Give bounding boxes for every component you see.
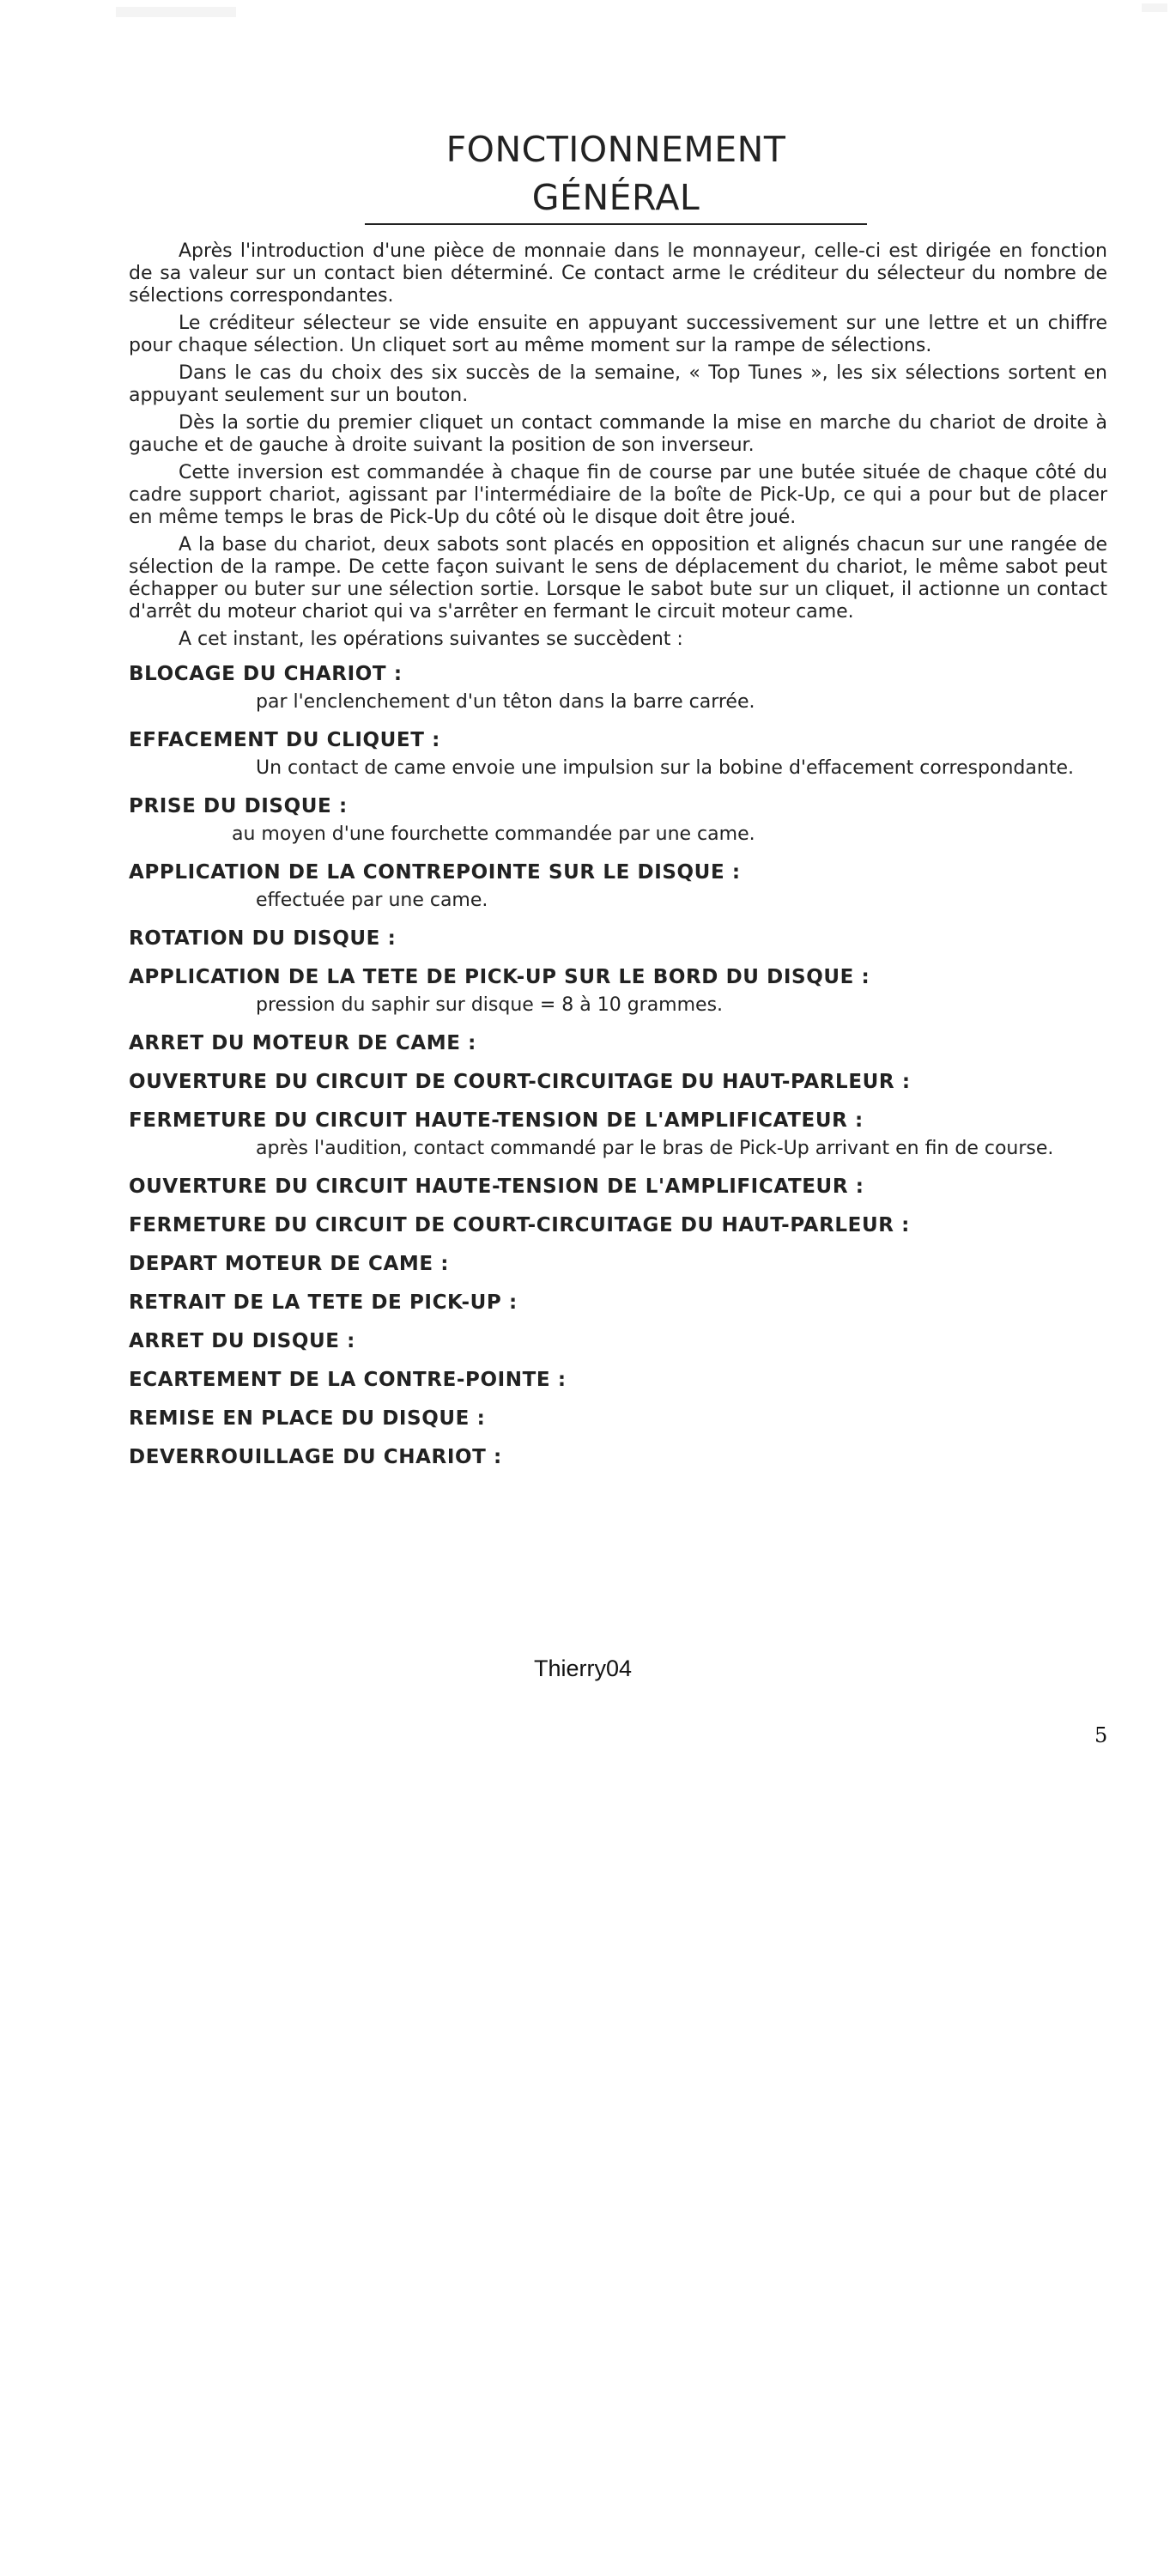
step-item [129,927,1107,951]
step-item [129,1407,1107,1431]
step-heading: APPLICATION DE LA CONTREPOINTE SUR LE DISQUE : [129,861,741,884]
step-item [129,1176,1107,1199]
step-heading: BLOCAGE DU CHARIOT : [129,663,403,685]
step-item [129,1253,1107,1276]
step-item [129,1291,1107,1315]
page-number: 5 [1094,1723,1108,1747]
paragraph: Dès la sortie du premier cliquet un contact commande la mise en marche du chariot de droite à gauche et de gauche à droite suivant la position de son inverseur. [129,412,1107,456]
step-description: Un contact de came envoie une impulsion sur la bobine d'effacement correspondante. [256,757,1074,779]
step-heading: DEVERROUILLAGE DU CHARIOT : [129,1446,502,1468]
step-description: effectuée par une came. [256,890,488,911]
step-heading: EFFACEMENT DU CLIQUET : [129,729,440,751]
operation-steps-list [129,663,1107,1469]
step-heading: ROTATION DU DISQUE : [129,927,397,950]
paragraph: Dans le cas du choix des six succès de la semaine, « Top Tunes », les six sélections sortent en appuyant seulement sur un bouton. [129,362,1107,406]
step-description: par l'enclenchement d'un têton dans la barre carrée. [256,691,755,713]
step-item [129,966,1107,1017]
step-heading: ECARTEMENT DE LA CONTRE-POINTE : [129,1369,567,1391]
step-heading: ARRET DU DISQUE : [129,1330,355,1352]
footer-credit: Thierry04 [534,1656,633,1681]
scan-artifact [1142,3,1167,12]
step-heading: OUVERTURE DU CIRCUIT HAUTE-TENSION DE L'AMPLIFICATEUR : [129,1176,864,1198]
step-description: après l'audition, contact commandé par le bras de Pick-Up arrivant en fin de course. [256,1138,1054,1159]
step-heading: FERMETURE DU CIRCUIT HAUTE-TENSION DE L'AMPLIFICATEUR : [129,1109,864,1132]
step-description: pression du saphir sur disque = 8 à 10 grammes. [256,994,724,1016]
step-heading: FERMETURE DU CIRCUIT DE COURT-CIRCUITAGE DU HAUT-PARLEUR : [129,1214,910,1236]
document-body [129,240,1107,1485]
step-item [129,1214,1107,1237]
step-heading: OUVERTURE DU CIRCUIT DE COURT-CIRCUITAGE DU HAUT-PARLEUR : [129,1071,911,1093]
step-item [129,1109,1107,1160]
paragraph: Le créditeur sélecteur se vide ensuite en appuyant successivement sur une lettre et un chiffre pour chaque sélection. Un cliquet sort au même moment sur la rampe de sélections. [129,313,1107,356]
step-heading: ARRET DU MOTEUR DE CAME : [129,1032,476,1054]
paragraph-intro-steps: A cet instant, les opérations suivantes se succèdent : [179,629,683,650]
step-item [129,1071,1107,1094]
step-heading: APPLICATION DE LA TETE DE PICK-UP SUR LE BORD DU DISQUE : [129,966,870,988]
step-item [129,795,1107,846]
step-heading: PRISE DU DISQUE : [129,795,348,817]
paragraph: Après l'introduction d'une pièce de monnaie dans le monnayeur, celle-ci est dirigée en fonction de sa valeur sur un contact bien déterminé. Ce contact arme le créditeur du sélecteur du nombre de sélections correspondantes. [129,240,1107,307]
step-item [129,1369,1107,1392]
step-heading: REMISE EN PLACE DU DISQUE : [129,1407,486,1430]
paragraph: A la base du chariot, deux sabots sont placés en opposition et alignés chacun sur une rangée de sélection de la rampe. De cette façon suivant le sens de déplacement du chariot, le même sabot peut échapper ou buter sur une sélection sortie. Lorsque le sabot bute sur un cliquet, il actionne un contact d'arrêt du moteur chariot qui va s'arrêter en fermant le circuit moteur came. [129,534,1107,623]
step-item [129,1032,1107,1055]
scan-artifact [116,7,236,17]
step-item [129,729,1107,780]
step-item [129,663,1107,714]
step-heading: RETRAIT DE LA TETE DE PICK-UP : [129,1291,518,1314]
step-description: au moyen d'une fourchette commandée par une came. [232,823,755,845]
paragraph: Cette inversion est commandée à chaque fin de course par une butée située de chaque côté du cadre support chariot, agissant par l'intermédiaire de la boîte de Pick-Up, ce qui a pour but de placer en même temps le bras de Pick-Up du côté où le disque doit être joué. [129,462,1107,528]
step-item [129,1330,1107,1353]
step-heading: DEPART MOTEUR DE CAME : [129,1253,450,1275]
page-title: FONCTIONNEMENT GÉNÉRAL [365,125,867,225]
step-item [129,861,1107,912]
step-item [129,1446,1107,1469]
